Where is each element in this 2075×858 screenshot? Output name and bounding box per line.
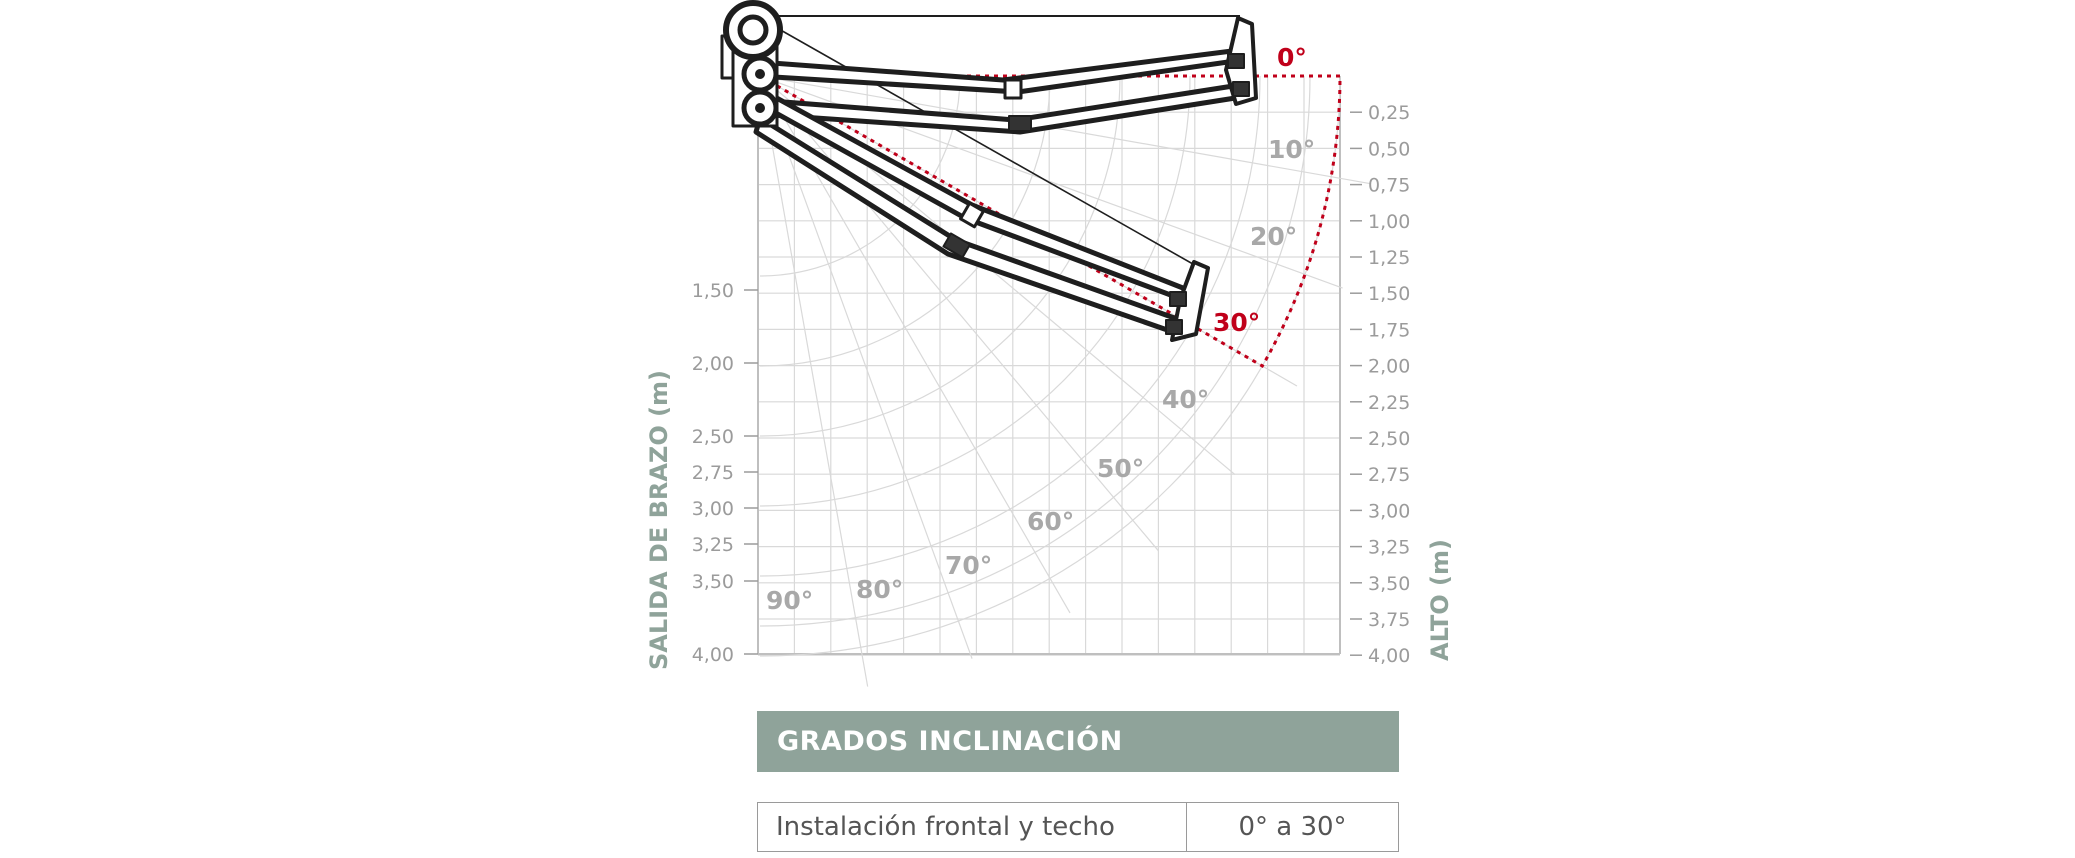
axis-ticks <box>744 112 1362 655</box>
right-tick-label: 1,00 <box>1368 210 1411 233</box>
angle-label: 10° <box>1268 135 1316 164</box>
right-tick-label: 0,75 <box>1368 174 1411 197</box>
right-tick-label: 1,50 <box>1368 283 1411 306</box>
angle-label: 40° <box>1162 385 1210 414</box>
right-tick-label: 2,75 <box>1368 464 1411 487</box>
inclination-table-row <box>757 802 1399 852</box>
angle-rays <box>760 76 1371 687</box>
left-axis-title: SALIDA DE BRAZO (m) <box>645 369 673 671</box>
inclination-table-header <box>757 711 1399 772</box>
right-axis-title: ALTO (m) <box>1426 539 1454 661</box>
right-tick-label: 1,75 <box>1368 319 1411 342</box>
left-tick-label: 3,00 <box>691 498 734 520</box>
awning-arm-drawing <box>722 3 1256 340</box>
pivot-top <box>755 69 765 79</box>
elbow-joint-lower-0deg <box>1009 116 1031 131</box>
installation-type-cell: Instalación frontal y techo <box>758 803 1187 851</box>
angle-label: 20° <box>1250 222 1298 251</box>
right-tick-label: 0,50 <box>1368 138 1411 161</box>
left-tick-label: 3,25 <box>691 534 734 556</box>
left-tick-label: 2,50 <box>691 426 734 448</box>
right-tick-label: 2,50 <box>1368 428 1411 450</box>
right-tick-label: 0,25 <box>1368 102 1411 125</box>
left-tick-label: 1,50 <box>691 280 734 302</box>
angle-ray <box>760 76 1371 184</box>
angle-label: 60° <box>1027 507 1075 536</box>
angle-label: 50° <box>1097 454 1145 483</box>
right-tick-label: 2,25 <box>1368 391 1411 414</box>
angle-label: 70° <box>945 551 993 580</box>
arm-lower-30deg <box>756 118 1180 333</box>
angle-label: 30° <box>1213 308 1261 337</box>
front-bar-block-0deg-a <box>1228 54 1244 68</box>
roller-core <box>740 17 766 43</box>
left-tick-label: 2,75 <box>691 462 734 484</box>
left-tick-label: 3,50 <box>691 571 734 593</box>
inclination-range-cell: 0° a 30° <box>1238 812 1347 842</box>
front-bar-block-0deg-b <box>1233 82 1249 96</box>
right-axis-labels <box>1368 102 1410 667</box>
table-header-text: GRADOS INCLINACIÓN <box>777 726 1123 757</box>
right-tick-label: 4,00 <box>1368 645 1411 668</box>
right-tick-label: 3,00 <box>1368 500 1411 523</box>
angle-label: 80° <box>856 575 904 604</box>
left-tick-label: 2,00 <box>691 353 734 375</box>
elbow-joint-0deg <box>1005 80 1021 98</box>
right-tick-label: 3,50 <box>1368 572 1411 595</box>
front-bar-block-30deg-b <box>1166 320 1182 334</box>
angle-label: 0° <box>1277 43 1307 72</box>
right-tick-label: 2,00 <box>1368 355 1411 378</box>
left-tick-label: 4,00 <box>691 644 734 666</box>
right-tick-label: 3,75 <box>1368 609 1411 631</box>
left-axis-labels <box>692 280 734 666</box>
angle-label: 90° <box>766 586 814 615</box>
right-tick-label: 3,25 <box>1368 536 1411 559</box>
right-tick-label: 1,25 <box>1368 247 1411 269</box>
pivot-bottom <box>755 103 765 113</box>
front-bar-block-30deg-a <box>1170 292 1186 306</box>
